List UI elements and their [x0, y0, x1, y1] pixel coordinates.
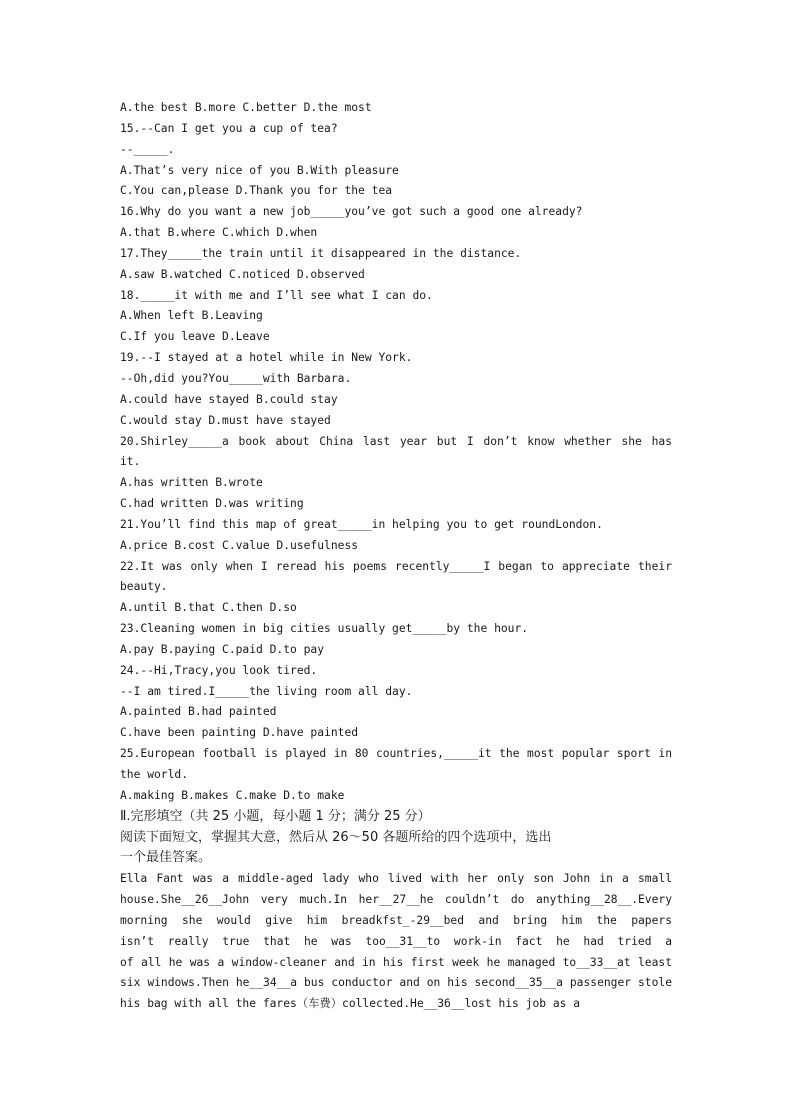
question-16: 16.Why do you want a new job_____you’ve got such a good one already?	[120, 205, 583, 219]
answer-options: A.saw B.watched C.noticed D.observed	[120, 267, 365, 281]
answer-options: A.pay B.paying C.paid D.to pay	[120, 642, 325, 656]
answer-options: C.You can,please D.Thank you for the tea	[120, 184, 393, 198]
answer-options: A.that B.where C.which D.when	[120, 226, 318, 240]
answer-options: A.That’s very nice of you B.With pleasure	[120, 163, 399, 177]
answer-options: C.had written D.was writing	[120, 497, 304, 511]
text-line: beauty.	[120, 580, 168, 594]
question-15: 15.--Can I get you a cup of tea?	[120, 121, 338, 135]
answer-options: A.price B.cost C.value D.usefulness	[120, 538, 359, 552]
answer-options: A.until B.that C.then D.so	[120, 601, 297, 615]
text-line: --Oh,did you?You_____with Barbara.	[120, 371, 352, 385]
question-18: 18._____it with me and I’ll see what I can do.	[120, 288, 433, 302]
question-22: 22.It was only when I reread his poems recently_____I began to appreciate their	[120, 559, 672, 573]
passage-line: Ella Fant was a middle-aged lady who lived with her only son John in a small	[120, 872, 672, 886]
section-heading: Ⅱ.完形填空（共 25 小题，每小题 1 分；满分 25 分）	[120, 808, 431, 824]
question-20: 20.Shirley_____a book about China last year but I don’t know whether she has	[120, 434, 672, 448]
answer-options: C.have been painting D.have painted	[120, 726, 359, 740]
text-line: it.	[120, 455, 141, 469]
answer-options: A.When left B.Leaving	[120, 309, 263, 323]
text-line: A.the best B.more C.better D.the most	[120, 101, 372, 114]
question-21: 21.You’ll find this map of great_____in helping you to get roundLondon.	[120, 517, 603, 531]
passage-line: six windows.Then he__34__a bus conductor and on his second__35__a passenger stole	[120, 976, 672, 990]
section-instructions: 阅读下面短文，掌握其大意，然后从 26～50 各题所给的四个选项中，选出	[120, 829, 552, 845]
answer-options: C.would stay D.must have stayed	[120, 413, 331, 427]
passage-line: isn’t really true that he was too__31__to work-in fact he had tried a	[120, 934, 672, 948]
answer-options: A.could have stayed B.could stay	[120, 392, 338, 406]
document-page	[120, 98, 672, 1015]
text-line: the world.	[120, 768, 189, 781]
passage-line: house.She__26__John very much.In her__27__he couldn’t do anything__28__.Every	[120, 893, 672, 907]
passage-line: of all he was a window-cleaner and in his first week he managed to__33__at least	[120, 955, 672, 969]
answer-options: A.making B.makes C.make D.to make	[120, 788, 345, 802]
section-instructions: 一个最佳答案。	[120, 850, 212, 866]
question-23: 23.Cleaning women in big cities usually get_____by the hour.	[120, 622, 529, 636]
passage-line: his bag with all the fares（车费）collected.He__36__lost his job as a	[120, 997, 581, 1011]
question-19: 19.--I stayed at a hotel while in New York.	[120, 351, 413, 365]
answer-options: A.painted B.had painted	[120, 705, 277, 719]
answer-options: C.If you leave D.Leave	[120, 330, 270, 344]
question-25: 25.European football is played in 80 countries,_____it the most popular sport in	[120, 747, 672, 761]
text-line: --_____.	[120, 142, 175, 156]
answer-options: A.has written B.wrote	[120, 476, 263, 490]
question-24: 24.--Hi,Tracy,you look tired.	[120, 663, 318, 677]
passage-line: morning she would give him breadkfst_-29__bed and bring him the papers	[120, 913, 672, 927]
question-17: 17.They_____the train until it disappeared in the distance.	[120, 246, 522, 260]
text-line: --I am tired.I_____the living room all day.	[120, 684, 413, 698]
